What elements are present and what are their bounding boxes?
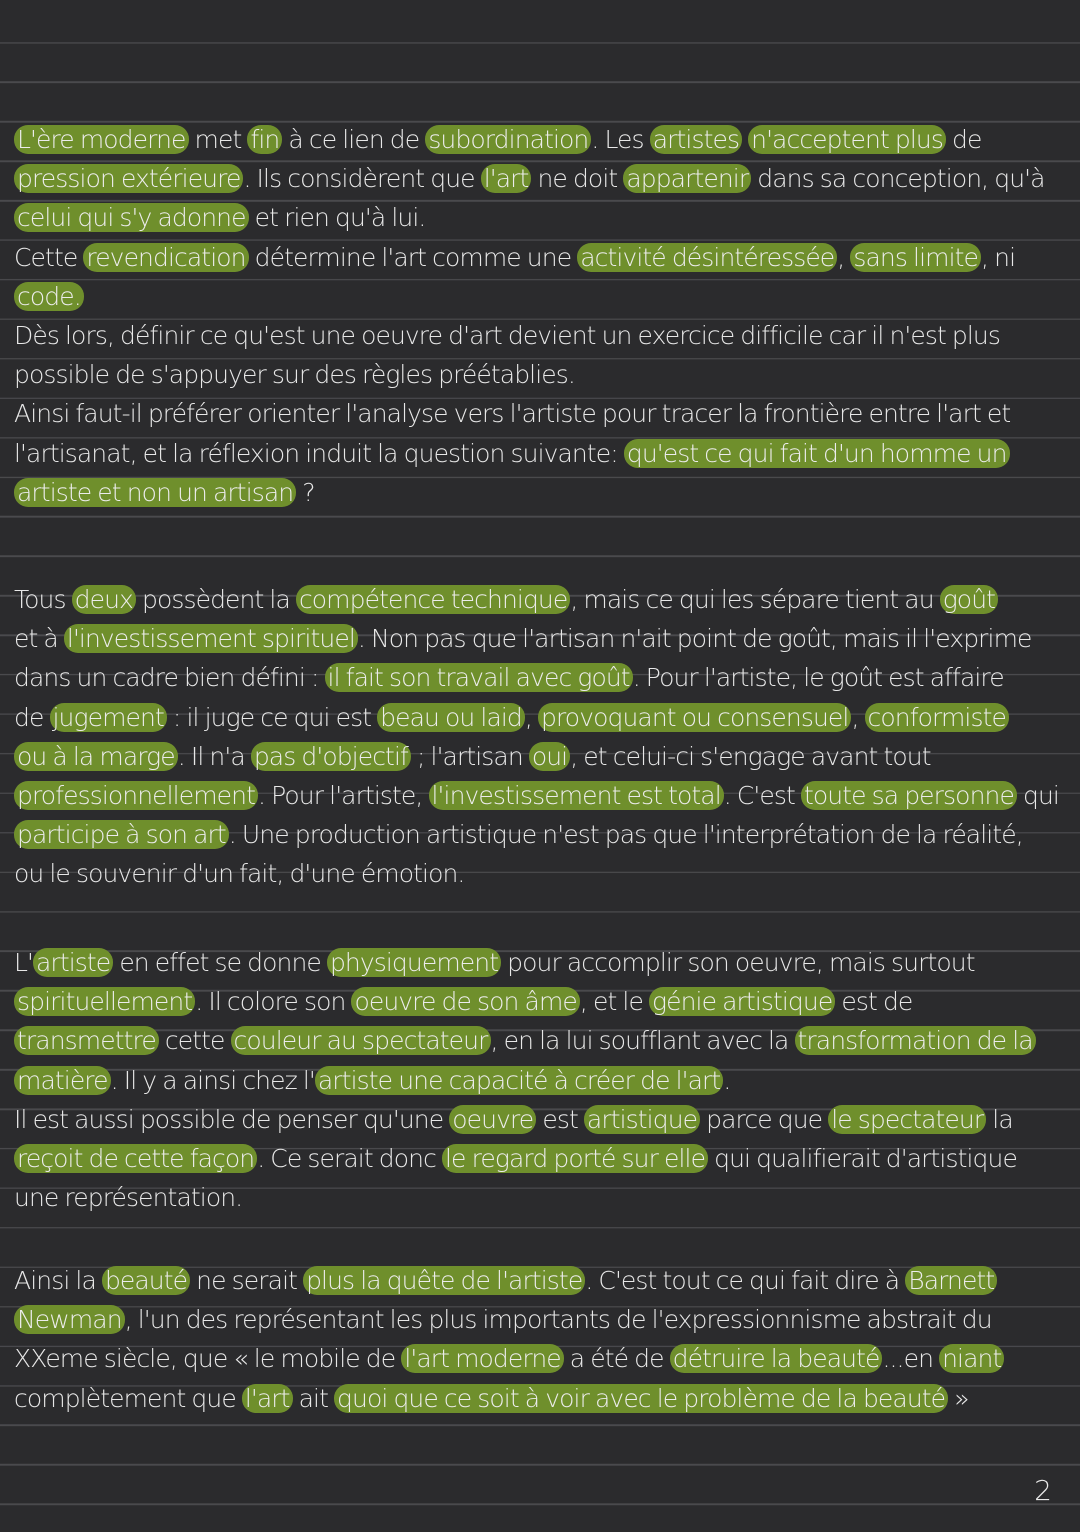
highlighted-text: revendication xyxy=(83,243,248,272)
text-segment: Dès lors, définir ce qu'est une oeuvre d'art devient un exercice difficile car il n'est plus xyxy=(14,320,1001,350)
text-segment: cette xyxy=(158,1026,231,1056)
highlighted-text: deux xyxy=(72,585,136,614)
paragraph-4 xyxy=(14,1261,1076,1418)
text-segment: . C'est xyxy=(723,780,801,810)
text-segment: et rien qu'à lui. xyxy=(248,203,426,233)
highlighted-text: l'art xyxy=(242,1384,293,1413)
highlighted-text: oeuvre xyxy=(449,1105,536,1134)
text-line xyxy=(14,1261,1076,1300)
text-line xyxy=(14,815,1076,854)
text-segment: ait xyxy=(292,1383,335,1413)
highlighted-text: l'art moderne xyxy=(401,1344,563,1373)
text-line xyxy=(14,737,1076,776)
text-segment: , ni xyxy=(981,242,1016,272)
highlighted-text: pas d'objectif xyxy=(251,742,411,771)
text-segment: . Il n'a xyxy=(177,741,251,771)
text-segment: . Non pas que l'artisan n'ait point de goût, mais il l'exprime xyxy=(357,624,1032,654)
text-segment: de xyxy=(14,702,50,732)
highlighted-text: subordination xyxy=(425,125,591,154)
text-line xyxy=(14,238,1076,277)
text-line xyxy=(14,1339,1076,1378)
text-segment: a été de xyxy=(563,1344,670,1374)
text-segment: parce que xyxy=(700,1104,829,1134)
text-segment: est de xyxy=(835,987,913,1017)
highlighted-text: transmettre xyxy=(14,1026,159,1055)
text-line xyxy=(14,198,1076,237)
text-segment: l'artisanat, et la réflexion induit la question suivante: xyxy=(14,438,624,468)
text-segment: Tous xyxy=(14,585,72,614)
text-segment: ou le souvenir d'un fait, d'une émotion. xyxy=(14,859,465,889)
text-segment: met xyxy=(188,125,248,154)
highlighted-text: génie artistique xyxy=(649,987,835,1016)
text-segment: L' xyxy=(14,948,34,977)
text-line xyxy=(14,658,1076,697)
text-segment: dans un cadre bien défini : xyxy=(14,663,325,693)
text-line xyxy=(14,698,1076,737)
highlighted-text: beauté xyxy=(102,1266,190,1295)
text-segment: . Ils considèrent que xyxy=(243,164,481,194)
text-segment: possèdent la xyxy=(135,585,296,614)
text-segment: Il est aussi possible de penser qu'une xyxy=(14,1104,450,1134)
highlighted-text: couleur au spectateur xyxy=(231,1026,491,1055)
highlighted-text: goût xyxy=(940,585,998,614)
text-line xyxy=(14,580,1076,619)
text-segment: complètement que xyxy=(14,1383,242,1413)
paragraph-3 xyxy=(14,943,1076,1217)
text-line xyxy=(14,854,1076,893)
text-segment: en effet se donne xyxy=(113,948,327,977)
text-segment: . C'est tout ce qui fait dire à xyxy=(585,1266,906,1295)
highlighted-text: n'acceptent plus xyxy=(748,125,946,154)
text-segment: est xyxy=(536,1104,584,1134)
text-segment: possible de s'appuyer sur des règles préétablies. xyxy=(14,360,575,390)
highlighted-text: ou à la marge xyxy=(14,742,178,771)
text-segment: . Il colore son xyxy=(195,987,352,1017)
highlighted-text: provoquant ou consensuel xyxy=(538,703,851,732)
highlighted-text: L'ère moderne xyxy=(14,125,189,154)
highlighted-text: il fait son travail avec goût xyxy=(325,663,633,692)
text-segment: . Les xyxy=(591,125,650,154)
highlighted-text: spirituellement xyxy=(14,987,195,1016)
highlighted-text: professionnellement xyxy=(14,781,258,810)
text-segment: la xyxy=(986,1104,1013,1134)
text-line xyxy=(14,120,1076,159)
text-line xyxy=(14,159,1076,198)
text-line xyxy=(14,1100,1076,1139)
text-line xyxy=(14,1300,1076,1339)
text-line xyxy=(14,1139,1076,1178)
highlighted-text: l'investissement est total xyxy=(429,781,724,810)
text-segment: . Ce serait donc xyxy=(257,1143,442,1173)
highlighted-text: compétence technique xyxy=(296,585,570,614)
text-segment: ne doit xyxy=(531,164,624,194)
text-segment: , xyxy=(837,242,851,272)
text-line xyxy=(14,1061,1076,1100)
text-line xyxy=(14,1379,1076,1418)
text-segment: , mais ce qui les sépare tient au xyxy=(570,585,940,614)
text-line xyxy=(14,1021,1076,1060)
text-segment: . Une production artistique n'est pas que l'interprétation de la réalité, xyxy=(228,820,1023,850)
text-line xyxy=(14,619,1076,658)
highlighted-text: plus la quête de l'artiste xyxy=(303,1266,585,1295)
text-segment: . xyxy=(723,1065,731,1095)
highlighted-text: activité désintéressée xyxy=(577,243,837,272)
highlighted-text: pression extérieure xyxy=(14,164,243,193)
text-segment: , xyxy=(524,702,538,732)
text-segment: une représentation. xyxy=(14,1183,243,1213)
text-segment: Ainsi la xyxy=(14,1266,102,1295)
text-segment: qui xyxy=(1016,780,1059,810)
text-segment: détermine l'art comme une xyxy=(248,242,578,272)
highlighted-text: artiste xyxy=(33,948,113,977)
text-line xyxy=(14,1178,1076,1217)
highlighted-text: artistes xyxy=(650,125,742,154)
text-segment: , xyxy=(851,702,865,732)
highlighted-text: celui qui s'y adonne xyxy=(14,203,249,232)
page-number: 2 xyxy=(1034,1474,1052,1507)
text-segment: , et celui-ci s'engage avant tout xyxy=(570,741,931,771)
highlighted-text: appartenir xyxy=(623,164,751,193)
highlighted-text: artistique xyxy=(584,1105,700,1134)
highlighted-text: reçoit de cette façon xyxy=(14,1144,257,1173)
text-segment: , en la lui soufflant avec la xyxy=(490,1026,795,1056)
text-segment: XXeme siècle, que « le mobile de xyxy=(14,1344,402,1374)
text-line xyxy=(14,982,1076,1021)
text-line xyxy=(14,394,1076,433)
highlighted-text: oeuvre de son âme xyxy=(351,987,579,1016)
text-segment: et à xyxy=(14,624,64,654)
text-segment: à ce lien de xyxy=(282,125,426,154)
highlighted-text: sans limite xyxy=(850,243,981,272)
highlighted-text: physiquement xyxy=(327,948,501,977)
text-segment: ...en xyxy=(882,1344,940,1374)
highlighted-text: le spectateur xyxy=(828,1105,986,1134)
text-line xyxy=(14,776,1076,815)
paragraph-1 xyxy=(14,120,1076,512)
text-line xyxy=(14,434,1076,473)
text-segment: , l'un des représentant les plus importants de l'expressionnisme abstrait du xyxy=(124,1305,992,1335)
text-segment: » xyxy=(948,1383,969,1413)
text-segment: : il juge ce qui est xyxy=(166,702,378,732)
highlighted-text: quoi que ce soit à voir avec le problème de la beauté xyxy=(334,1384,948,1413)
highlighted-text: jugement xyxy=(50,703,167,732)
highlighted-text: artiste une capacité à créer de l'art xyxy=(315,1066,723,1095)
text-segment: . Pour l'artiste, xyxy=(258,780,429,810)
highlighted-text: Barnett xyxy=(905,1266,997,1295)
highlighted-text: fin xyxy=(247,125,282,154)
highlighted-text: l'art xyxy=(481,164,532,193)
highlighted-text: Newman xyxy=(14,1305,125,1334)
highlighted-text: toute sa personne xyxy=(801,781,1017,810)
text-segment: Ainsi faut-il préférer orienter l'analyse vers l'artiste pour tracer la frontière entre l'art et xyxy=(14,399,1011,429)
text-segment: ne serait xyxy=(190,1266,304,1295)
text-segment: ? xyxy=(296,477,315,507)
highlighted-text: artiste et non un artisan xyxy=(14,478,296,507)
text-line xyxy=(14,473,1076,512)
text-segment: . Pour l'artiste, le goût est affaire xyxy=(632,663,1004,693)
highlighted-text: participe à son art xyxy=(14,820,229,849)
highlighted-text: qu'est ce qui fait d'un homme un xyxy=(624,439,1010,468)
text-segment: pour accomplir son oeuvre, mais surtout xyxy=(501,948,975,977)
highlighted-text: code. xyxy=(14,282,84,311)
text-segment: qui qualifierait d'artistique xyxy=(708,1143,1017,1173)
text-segment: . Il y a ainsi chez l' xyxy=(110,1065,315,1095)
highlighted-text: beau ou laid xyxy=(377,703,525,732)
text-segment: Cette xyxy=(14,242,84,272)
highlighted-text: niant xyxy=(939,1344,1004,1373)
highlighted-text: transformation de la xyxy=(795,1026,1036,1055)
highlighted-text: conformiste xyxy=(865,703,1009,732)
highlighted-text: oui xyxy=(529,742,570,771)
text-segment: ; l'artisan xyxy=(410,741,529,771)
text-line xyxy=(14,277,1076,316)
text-segment: , et le xyxy=(579,987,650,1017)
text-line xyxy=(14,943,1076,982)
text-segment: de xyxy=(945,125,982,154)
text-line xyxy=(14,355,1076,394)
text-segment: dans sa conception, qu'à xyxy=(751,164,1045,194)
paragraph-2 xyxy=(14,580,1076,894)
highlighted-text: le regard porté sur elle xyxy=(442,1144,708,1173)
highlighted-text: matière xyxy=(14,1066,111,1095)
highlighted-text: l'investissement spirituel xyxy=(64,624,358,653)
text-line xyxy=(14,316,1076,355)
highlighted-text: détruire la beauté xyxy=(670,1344,883,1373)
